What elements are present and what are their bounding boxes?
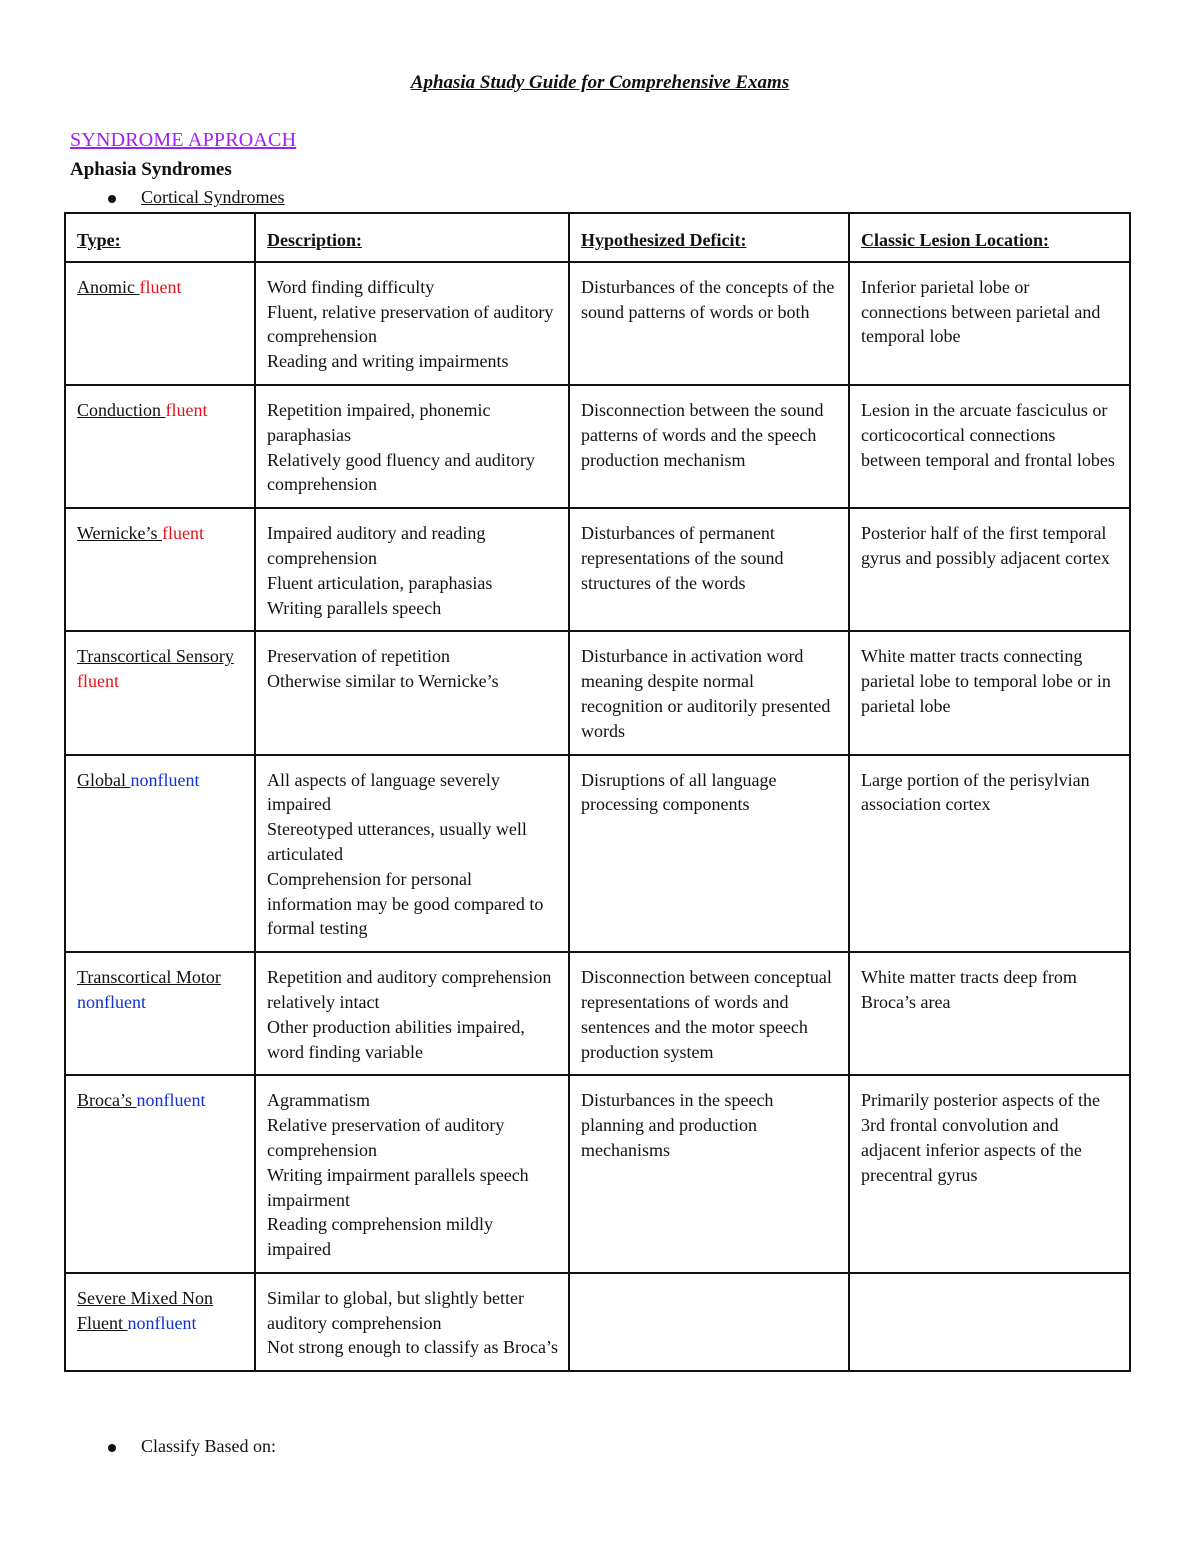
table-row — [65, 631, 1130, 754]
cell-deficit: Disturbances of the concepts of the sound patterns of words or both — [569, 262, 849, 385]
fluency-label: fluent — [139, 276, 182, 297]
fluency-label: fluent — [77, 671, 119, 692]
cell-deficit: Disturbances in the speech planning and production mechanisms — [569, 1075, 849, 1273]
cell-type — [65, 1075, 255, 1273]
description-line: Repetition and auditory comprehension relatively intact — [267, 967, 552, 1012]
cell-deficit: Disturbance in activation word meaning despite normal recognition or auditorily presented words — [569, 631, 849, 754]
section-heading: SYNDROME APPROACH — [70, 129, 297, 151]
syndrome-name: Conduction — [77, 399, 166, 420]
fluency-label: fluent — [162, 523, 205, 544]
description-line: Word finding difficulty — [267, 276, 435, 297]
cell-type — [65, 385, 255, 508]
description-line: Reading and writing impairments — [267, 351, 509, 372]
table-row — [65, 1273, 1130, 1371]
description-line: Agrammatism — [267, 1090, 370, 1111]
description-line: Fluent articulation, paraphasias — [267, 572, 493, 593]
cell-lesion — [849, 1273, 1130, 1371]
syndrome-table — [64, 212, 1131, 1372]
cell-lesion: Large portion of the perisylvian association cortex — [849, 755, 1130, 953]
bullet-dot-icon — [108, 1444, 116, 1452]
table-row — [65, 952, 1130, 1075]
cell-type — [65, 952, 255, 1075]
cell-type — [65, 631, 255, 754]
description-line: Preservation of repetition — [267, 646, 450, 667]
fluency-label: nonfluent — [130, 769, 200, 790]
fluency-label: nonfluent — [136, 1090, 206, 1111]
cell-type — [65, 755, 255, 953]
cell-description — [255, 755, 569, 953]
header-type: Type: — [65, 213, 255, 262]
table-row — [65, 262, 1130, 385]
syndrome-name: Global — [77, 769, 131, 790]
description-line: Otherwise similar to Wernicke’s — [267, 671, 499, 692]
description-line: Comprehension for personal information may be good compared to formal testing — [267, 868, 544, 939]
sub-heading: Aphasia Syndromes — [70, 159, 232, 180]
cell-lesion: White matter tracts deep from Broca’s area — [849, 952, 1130, 1075]
description-line: Repetition impaired, phonemic paraphasias — [267, 399, 491, 445]
fluency-label: nonfluent — [77, 991, 146, 1012]
description-line: Reading comprehension mildly impaired — [267, 1214, 493, 1260]
description-line: Impaired auditory and reading comprehension — [267, 523, 486, 568]
cell-type — [65, 1273, 255, 1371]
cell-type — [65, 508, 255, 631]
cell-lesion: Lesion in the arcuate fasciculus or corticocortical connections between temporal and frontal lobes — [849, 385, 1130, 508]
table-row — [65, 755, 1130, 953]
description-line: All aspects of language severely impaired — [267, 769, 500, 815]
table-header-row — [65, 213, 1130, 262]
fluency-label: nonfluent — [127, 1312, 197, 1333]
syndrome-name: Wernicke’s — [77, 523, 163, 544]
bullet-dot-icon — [108, 195, 116, 203]
cell-type — [65, 262, 255, 385]
cell-deficit: Disconnection between conceptual representations of words and sentences and the motor speech production system — [569, 952, 849, 1075]
cell-description — [255, 1075, 569, 1273]
description-line: Relative preservation of auditory comprehension — [267, 1115, 505, 1160]
cell-deficit: Disconnection between the sound patterns of words and the speech production mechanism — [569, 385, 849, 508]
bullet-text: Cortical Syndromes — [141, 187, 285, 207]
cell-description — [255, 508, 569, 631]
cell-lesion: Inferior parietal lobe or connections between parietal and temporal lobe — [849, 262, 1130, 385]
description-line: Fluent, relative preservation of auditory comprehension — [267, 301, 554, 347]
description-line: Relatively good fluency and auditory comprehension — [267, 449, 535, 495]
syndrome-name: Transcortical Motor — [77, 967, 221, 988]
page-title: Aphasia Study Guide for Comprehensive Exams — [410, 72, 790, 93]
fluency-label: fluent — [165, 399, 208, 420]
cell-description — [255, 262, 569, 385]
cell-description — [255, 952, 569, 1075]
table-row — [65, 385, 1130, 508]
cell-deficit: Disturbances of permanent representations of the sound structures of the words — [569, 508, 849, 631]
header-deficit: Hypothesized Deficit: — [569, 213, 849, 262]
cell-deficit — [569, 1273, 849, 1371]
description-line: Similar to global, but slightly better auditory comprehension — [267, 1287, 524, 1333]
table-body — [65, 262, 1130, 1371]
table-row — [65, 1075, 1130, 1273]
header-description: Description: — [255, 213, 569, 262]
cell-deficit: Disruptions of all language processing components — [569, 755, 849, 953]
table-row — [65, 508, 1130, 631]
bullet-text: Classify Based on: — [141, 1436, 276, 1456]
cell-lesion: White matter tracts connecting parietal lobe to temporal lobe or in parietal lobe — [849, 631, 1130, 754]
cell-description — [255, 1273, 569, 1371]
header-lesion: Classic Lesion Location: — [849, 213, 1130, 262]
description-line: Stereotyped utterances, usually well articulated — [267, 819, 527, 864]
description-line: Writing impairment parallels speech impairment — [267, 1164, 529, 1210]
syndrome-name: Anomic — [77, 276, 140, 297]
syndrome-name: Severe Mixed Non Fluent — [77, 1287, 213, 1333]
cell-lesion: Posterior half of the first temporal gyrus and possibly adjacent cortex — [849, 508, 1130, 631]
description-line: Other production abilities impaired, word finding variable — [267, 1016, 525, 1062]
description-line: Writing parallels speech — [267, 597, 442, 618]
syndrome-name: Transcortical Sensory — [77, 646, 234, 667]
cell-description — [255, 385, 569, 508]
cell-description — [255, 631, 569, 754]
cell-lesion: Primarily posterior aspects of the 3rd frontal convolution and adjacent inferior aspects of the precentral gyrus — [849, 1075, 1130, 1273]
syndrome-name: Broca’s — [77, 1090, 137, 1111]
description-line: Not strong enough to classify as Broca’s — [267, 1337, 558, 1358]
